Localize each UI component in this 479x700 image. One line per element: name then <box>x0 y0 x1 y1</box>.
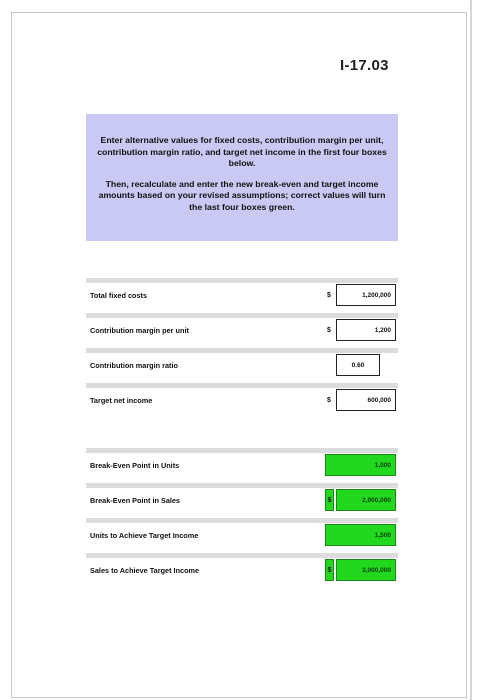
input-label: Contribution margin per unit <box>90 326 189 335</box>
currency-symbol: $ <box>327 397 331 404</box>
instructions-paragraph-2: Then, recalculate and enter the new break-even and target income amounts based on your revised assumptions; correct values will turn the last four boxes green. <box>98 178 386 212</box>
instructions-box <box>86 114 398 241</box>
input-row-cm-per-unit <box>86 313 398 343</box>
currency-symbol: $ <box>327 327 331 334</box>
result-row-bep-sales <box>86 483 398 513</box>
bep-sales-input[interactable]: 2,000,000 <box>336 489 396 511</box>
target-sales-input[interactable]: 3,000,000 <box>336 559 396 581</box>
result-row-bep-units <box>86 448 398 478</box>
result-row-target-units <box>86 518 398 548</box>
cm-per-unit-input[interactable]: 1,200 <box>336 319 396 341</box>
input-row-cm-ratio <box>86 348 398 378</box>
result-row-target-sales <box>86 553 398 583</box>
input-row-fixed-costs <box>86 278 398 308</box>
currency-symbol: $ <box>325 489 334 511</box>
result-label: Sales to Achieve Target Income <box>90 566 200 575</box>
input-label: Contribution margin ratio <box>90 361 178 370</box>
input-label: Target net income <box>90 396 153 405</box>
cm-ratio-input[interactable]: 0.60 <box>336 354 380 376</box>
result-label: Units to Achieve Target Income <box>90 531 199 540</box>
input-label: Total fixed costs <box>90 291 148 300</box>
sheet-id: I-17.03 <box>340 57 389 74</box>
input-row-target-income <box>86 383 398 413</box>
fixed-costs-input[interactable]: 1,200,000 <box>336 284 396 306</box>
currency-symbol: $ <box>327 292 331 299</box>
target-income-input[interactable]: 600,000 <box>336 389 396 411</box>
instructions-paragraph-1: Enter alternative values for fixed costs, contribution margin per unit, contribution margin ratio, and target net income in the first four boxes below. <box>97 135 387 168</box>
result-label: Break-Even Point in Units <box>90 461 180 470</box>
currency-symbol: $ <box>325 559 334 581</box>
result-label: Break-Even Point in Sales <box>90 496 181 505</box>
page-edge <box>470 0 472 700</box>
target-units-input[interactable]: 1,500 <box>325 524 396 546</box>
bep-units-input[interactable]: 1,000 <box>325 454 396 476</box>
